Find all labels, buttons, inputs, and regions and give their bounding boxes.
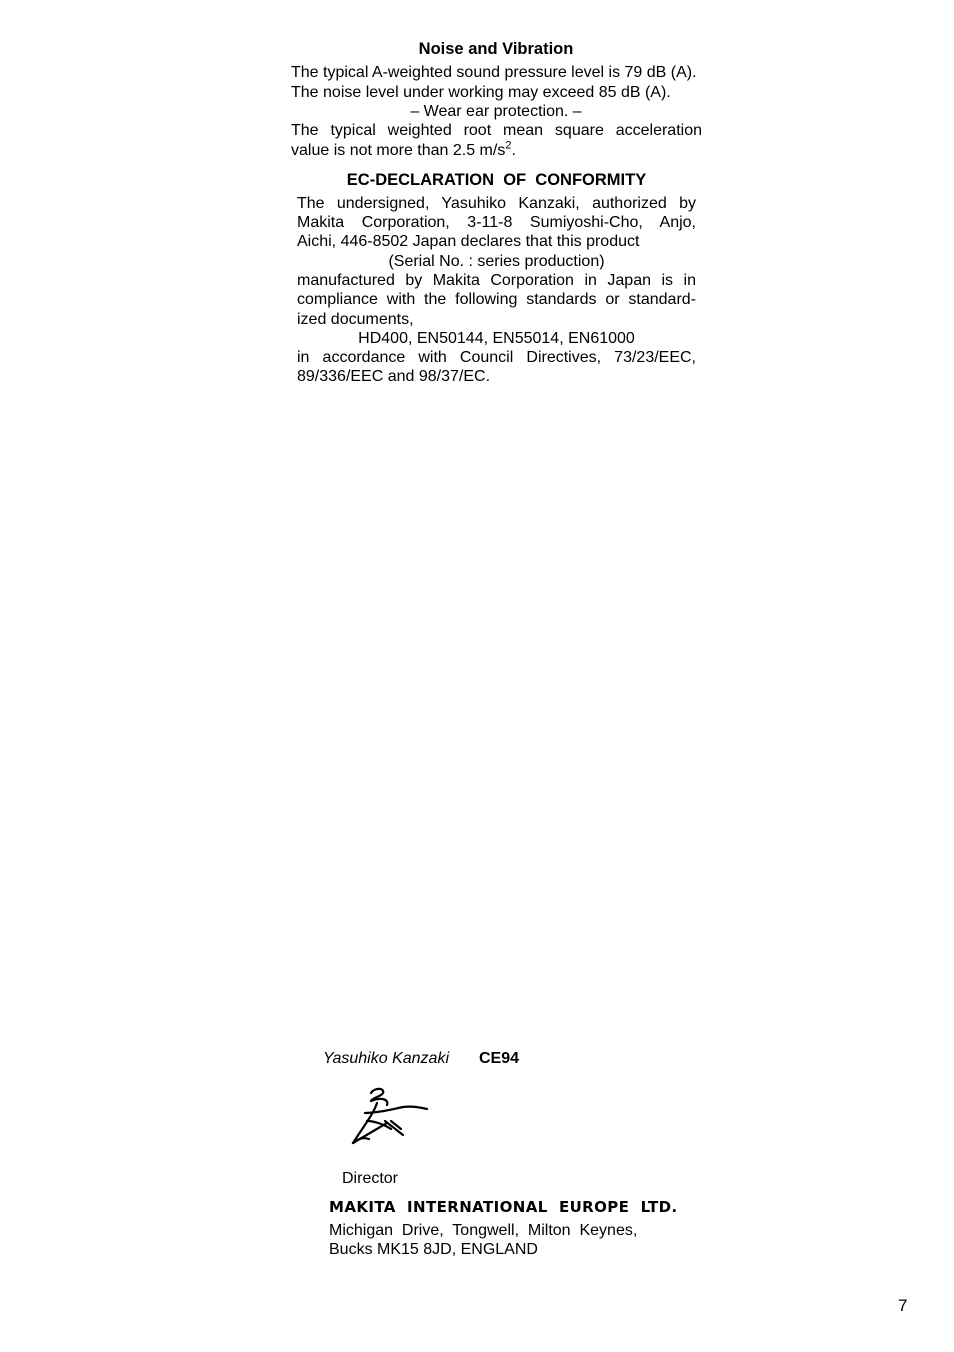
acceleration-value-line xyxy=(291,141,516,161)
declaration-line: ized documents, xyxy=(297,310,414,328)
signature-graphic xyxy=(345,1085,435,1150)
acceleration-value-text: value is not more than 2.5 m/s xyxy=(291,141,506,159)
declaration-paragraph-2 xyxy=(297,271,696,329)
noise-level-line: The noise level under working may exceed 85 dB (A). xyxy=(291,83,671,101)
sound-pressure-line: The typical A-weighted sound pressure level is 79 dB (A). xyxy=(291,64,697,81)
declaration-line: manufactured by Makita Corporation in Japan is in xyxy=(297,272,696,289)
standards-line: HD400, EN50144, EN55014, EN61000 xyxy=(358,330,635,347)
acceleration-unit-superscript: 2 xyxy=(505,139,512,152)
ear-protection-line: – Wear ear protection. – xyxy=(410,103,582,120)
declaration-paragraph-1 xyxy=(297,194,696,252)
company-address-line-2: Bucks MK15 8JD, ENGLAND xyxy=(329,1241,538,1258)
declaration-line: compliance with the following standards or standard- xyxy=(297,291,696,309)
acceleration-line: The typical weighted root mean square acceleration xyxy=(291,122,702,139)
company-name: MAKITA INTERNATIONAL EUROPE LTD. xyxy=(329,1198,678,1216)
company-address-line-1: Michigan Drive, Tongwell, Milton Keynes, xyxy=(329,1222,638,1239)
signatory-title: Director xyxy=(342,1170,399,1187)
declaration-line: Makita Corporation, 3-11-8 Sumiyoshi-Cho, Anjo, xyxy=(297,213,696,231)
noise-vibration-title: Noise and Vibration xyxy=(418,40,574,58)
declaration-line: 89/336/EEC and 98/37/EC. xyxy=(297,368,491,386)
declaration-paragraph-3 xyxy=(297,348,696,387)
declaration-line: in accordance with Council Directives, 73/23/EEC, xyxy=(297,349,696,366)
acceleration-text xyxy=(291,121,702,140)
signature-image xyxy=(345,1085,435,1150)
declaration-line: Aichi, 446-8502 Japan declares that this product xyxy=(297,233,640,251)
ec-declaration-title: EC-DECLARATION OF CONFORMITY xyxy=(346,171,647,189)
declaration-line: The undersigned, Yasuhiko Kanzaki, authorized by xyxy=(297,194,696,212)
ce-code: CE94 xyxy=(479,1050,520,1067)
signatory-name: Yasuhiko Kanzaki xyxy=(323,1050,449,1067)
acceleration-value-end: . xyxy=(511,141,516,159)
page-number: 7 xyxy=(898,1296,908,1315)
serial-number-line: (Serial No. : series production) xyxy=(388,252,605,270)
